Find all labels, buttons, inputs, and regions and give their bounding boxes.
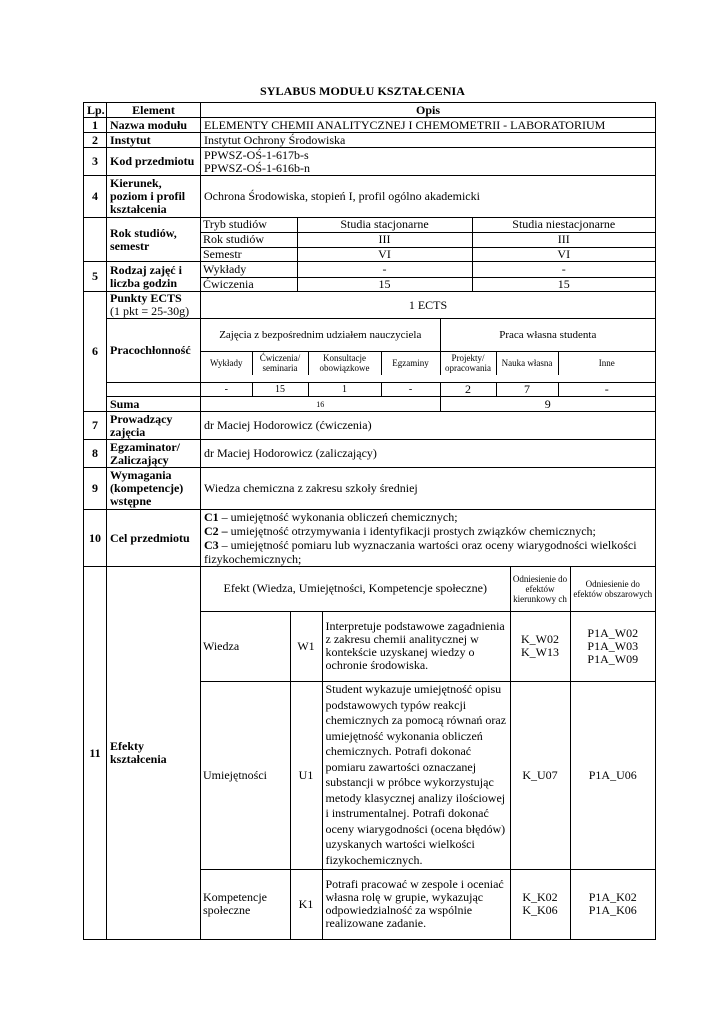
workload-values-table [201,383,655,396]
full-time-label: Studia stacjonarne [297,218,472,232]
table-row [201,567,655,611]
workload-col-exams: Egzaminy [381,351,440,375]
learning-outcomes-table [201,567,655,939]
value-exams: - [381,383,440,396]
year-part-time: III [472,232,655,247]
row-number: 1 [84,118,107,133]
value-consultations: 1 [308,383,381,396]
year-semester-table [201,218,655,261]
table-row [201,869,655,939]
sum-self-study: 9 [440,397,655,411]
sum-grid [201,397,656,412]
table-row [201,397,655,411]
outcome-category: Umiejętności [201,681,290,869]
row-label-prerequisites: Wymagania (kompetencje) wstępne [107,468,201,510]
row-number: 5 [84,262,107,292]
table-row [84,397,656,412]
value-lectures: - [201,383,252,396]
row-number: 4 [84,176,107,218]
semester-label: Semestr [201,247,297,261]
document-title: SYLABUS MODUŁU KSZTAŁCENIA [259,84,466,98]
sum-teacher-contact: 16 [201,397,440,411]
table-row [84,383,656,397]
year-full-time: III [297,232,472,247]
ref-code: P1A_K02 [588,890,637,905]
learning-outcomes-grid [201,567,656,940]
table-row [84,218,656,262]
row-label-class-hours: Rodzaj zajęć i liczba godzin [107,262,201,292]
class-hours-grid [201,262,656,292]
row-label-field-of-study: Kierunek, poziom i profil kształcenia [107,176,201,218]
ref-code: P1A_U06 [588,767,637,782]
table-row [201,681,655,869]
row-number: 8 [84,440,107,468]
goal-text: – umiejętność pomiaru lub wyznaczania wartości oraz oceny wiarygodności wielkości fizykochemicznych; [204,538,637,566]
outcome-description: Potrafi pracować w zespole i oceniać własna rolę w grupie, wykazując odpowiedzialność za wspólnie realizowane zadanie. [322,869,510,939]
outcome-ref-area [570,869,655,939]
outcome-ref-field [510,611,570,681]
lectures-full-time: - [297,262,472,277]
workload-col-projects: Projekty/ opracowania [440,351,496,375]
workload-grid [201,319,656,383]
table-row [201,611,655,681]
syllabus-table [83,102,656,940]
row-label-sum: Suma [107,397,201,412]
outcome-ref-field [510,681,570,869]
lectures-label: Wykłady [201,262,297,277]
table-row [201,383,655,396]
goal-c1 [204,510,652,524]
course-goals [201,510,656,567]
table-row [84,440,656,468]
ref-code: K_K06 [522,903,558,918]
value-self-study: 7 [496,383,558,396]
goal-code: C1 [204,510,219,524]
workload-col-other: Inne [558,351,655,375]
empty-cell [107,383,201,397]
table-row [84,133,656,148]
sum-table [201,397,655,411]
value-other: - [558,383,655,396]
year-label: Rok studiów [201,232,297,247]
ects-sub-label: (1 pkt = 25-30g) [110,304,190,318]
self-study-header: Praca własna studenta [440,319,655,351]
examiner-value: dr Maciej Hodorowicz (zaliczający) [201,440,656,468]
class-hours-table [201,262,655,291]
table-row [84,412,656,440]
row-number: 6 [84,292,107,412]
table-row [84,118,656,133]
outcome-category: Wiedza [201,611,290,681]
row-number: 10 [84,510,107,567]
ref-code: K_K02 [522,890,558,905]
exercises-part-time: 15 [472,277,655,291]
outcome-ref-area [570,681,655,869]
course-code-part-time: PPWSZ-OŚ-1-616b-n [204,160,311,175]
row-label-course-goal: Cel przedmiotu [107,510,201,567]
workload-col-self-study: Nauka własna [496,351,558,375]
ref-code: K_U07 [522,767,558,782]
outcome-code: K1 [290,869,322,939]
row-label-ects [107,292,201,319]
table-row [84,262,656,292]
row-label-workload: Pracochłonność [107,319,201,383]
goal-code: C3 [204,538,219,552]
exercises-full-time: 15 [297,277,472,291]
ref-code: P1A_K06 [588,903,637,918]
table-row [201,277,655,291]
field-of-study-value: Ochrona Środowiska, stopień I, profil ogólno akademicki [201,176,656,218]
table-row [201,218,655,232]
outcome-description: Interpretuje podstawowe zagadnienia z zakresu chemii analitycznej w kontekście uzyskanej wiedzy o ochronie środowiska. [322,611,510,681]
exercises-label: Ćwiczenia [201,277,297,291]
institute-value: Instytut Ochrony Środowiska [201,133,656,148]
year-semester-grid [201,218,656,262]
value-exercises: 15 [252,383,308,396]
row-label-course-code: Kod przedmiotu [107,148,201,176]
ects-label: Punkty ECTS [110,291,182,305]
table-header-row [84,103,656,118]
mode-label: Tryb studiów [201,218,297,232]
outcomes-ref-area-header: Odniesienie do efektów obszarowych [570,567,655,611]
instructor-value: dr Maciej Hodorowicz (ćwiczenia) [201,412,656,440]
table-row [84,176,656,218]
row-label-institute: Instytut [107,133,201,148]
part-time-label: Studia niestacjonarne [472,218,655,232]
row-number: 2 [84,133,107,148]
goal-c3 [204,538,652,566]
ref-code: K_W02 [521,632,560,646]
outcome-ref-field [510,869,570,939]
empty-cell [84,218,107,262]
goal-text: umiejętność otrzymywania i identyfikacji prostych związków chemicznych; [227,524,596,538]
table-row [201,247,655,261]
workload-col-lectures: Wykłady [201,351,252,375]
outcome-ref-area [570,611,655,681]
workload-values-grid [201,383,656,397]
teacher-contact-header: Zajęcia z bezpośrednim udziałem nauczyciela [201,319,440,351]
table-row [201,319,655,351]
workload-table [201,319,655,375]
header-opis: Opis [201,103,656,118]
table-row [84,319,656,383]
row-label-module-name: Nazwa modułu [107,118,201,133]
ref-code: P1A_W02 [587,625,639,640]
goal-c2 [204,524,652,538]
semester-part-time: VI [472,247,655,261]
ref-code: P1A_W09 [587,651,639,666]
row-label-examiner: Egzaminator/ Zaliczający [107,440,201,468]
row-number: 3 [84,148,107,176]
lectures-part-time: - [472,262,655,277]
outcomes-effect-header: Efekt (Wiedza, Umiejętności, Kompetencje społeczne) [201,567,510,611]
row-label-year-semester: Rok studiów, semestr [107,218,201,262]
semester-full-time: VI [297,247,472,261]
table-row [84,292,656,319]
outcome-description: Student wykazuje umiejętność opisu podstawowych typów reakcji chemicznych za pomocą równań oraz umiejętność wykonania obliczeń chemicznych. Potrafi dokonać pomiaru zawartości oznaczanej substancji w próbce wykorzystując metody klasycznej analizy ilościowej i instrumentalnej. Potrafi dokonać oceny wiarygodności (ocena błędów) uzyskanych wartości wielkości fizykochemicznych. [322,681,510,869]
ref-code: P1A_W03 [587,638,639,653]
table-row [84,510,656,567]
table-row [84,468,656,510]
row-label-learning-outcomes: Efekty kształcenia [107,567,201,940]
table-row [84,567,656,940]
table-row [84,148,656,176]
goal-text: – umiejętność wykonania obliczeń chemicznych; [218,510,458,524]
prerequisites-value: Wiedza chemiczna z zakresu szkoły średniej [201,468,656,510]
course-code-value [201,148,656,176]
outcome-code: U1 [290,681,322,869]
row-number: 11 [84,567,107,940]
outcome-code: W1 [290,611,322,681]
goal-code: C2 – [204,524,228,538]
table-row [201,262,655,277]
ects-value: 1 ECTS [201,292,656,319]
outcomes-ref-field-header: Odniesienie do efektów kierunkowy ch [510,567,570,611]
workload-col-consultations: Konsultacje obowiązkowe [308,351,381,375]
header-lp: Lp. [84,103,107,118]
header-element: Element [107,103,201,118]
workload-col-exercises: Ćwiczenia/ seminaria [252,351,308,375]
row-label-instructor: Prowadzący zajęcia [107,412,201,440]
table-row [201,232,655,247]
value-projects: 2 [440,383,496,396]
ref-code: K_W13 [521,645,560,659]
course-code-full-time: PPWSZ-OŚ-1-617b-s [204,147,309,162]
row-number: 7 [84,412,107,440]
outcome-category: Kompetencje społeczne [201,869,290,939]
table-row [201,351,655,375]
row-number: 9 [84,468,107,510]
module-name-value: ELEMENTY CHEMII ANALITYCZNEJ I CHEMOMETRII - LABORATORIUM [201,118,656,133]
